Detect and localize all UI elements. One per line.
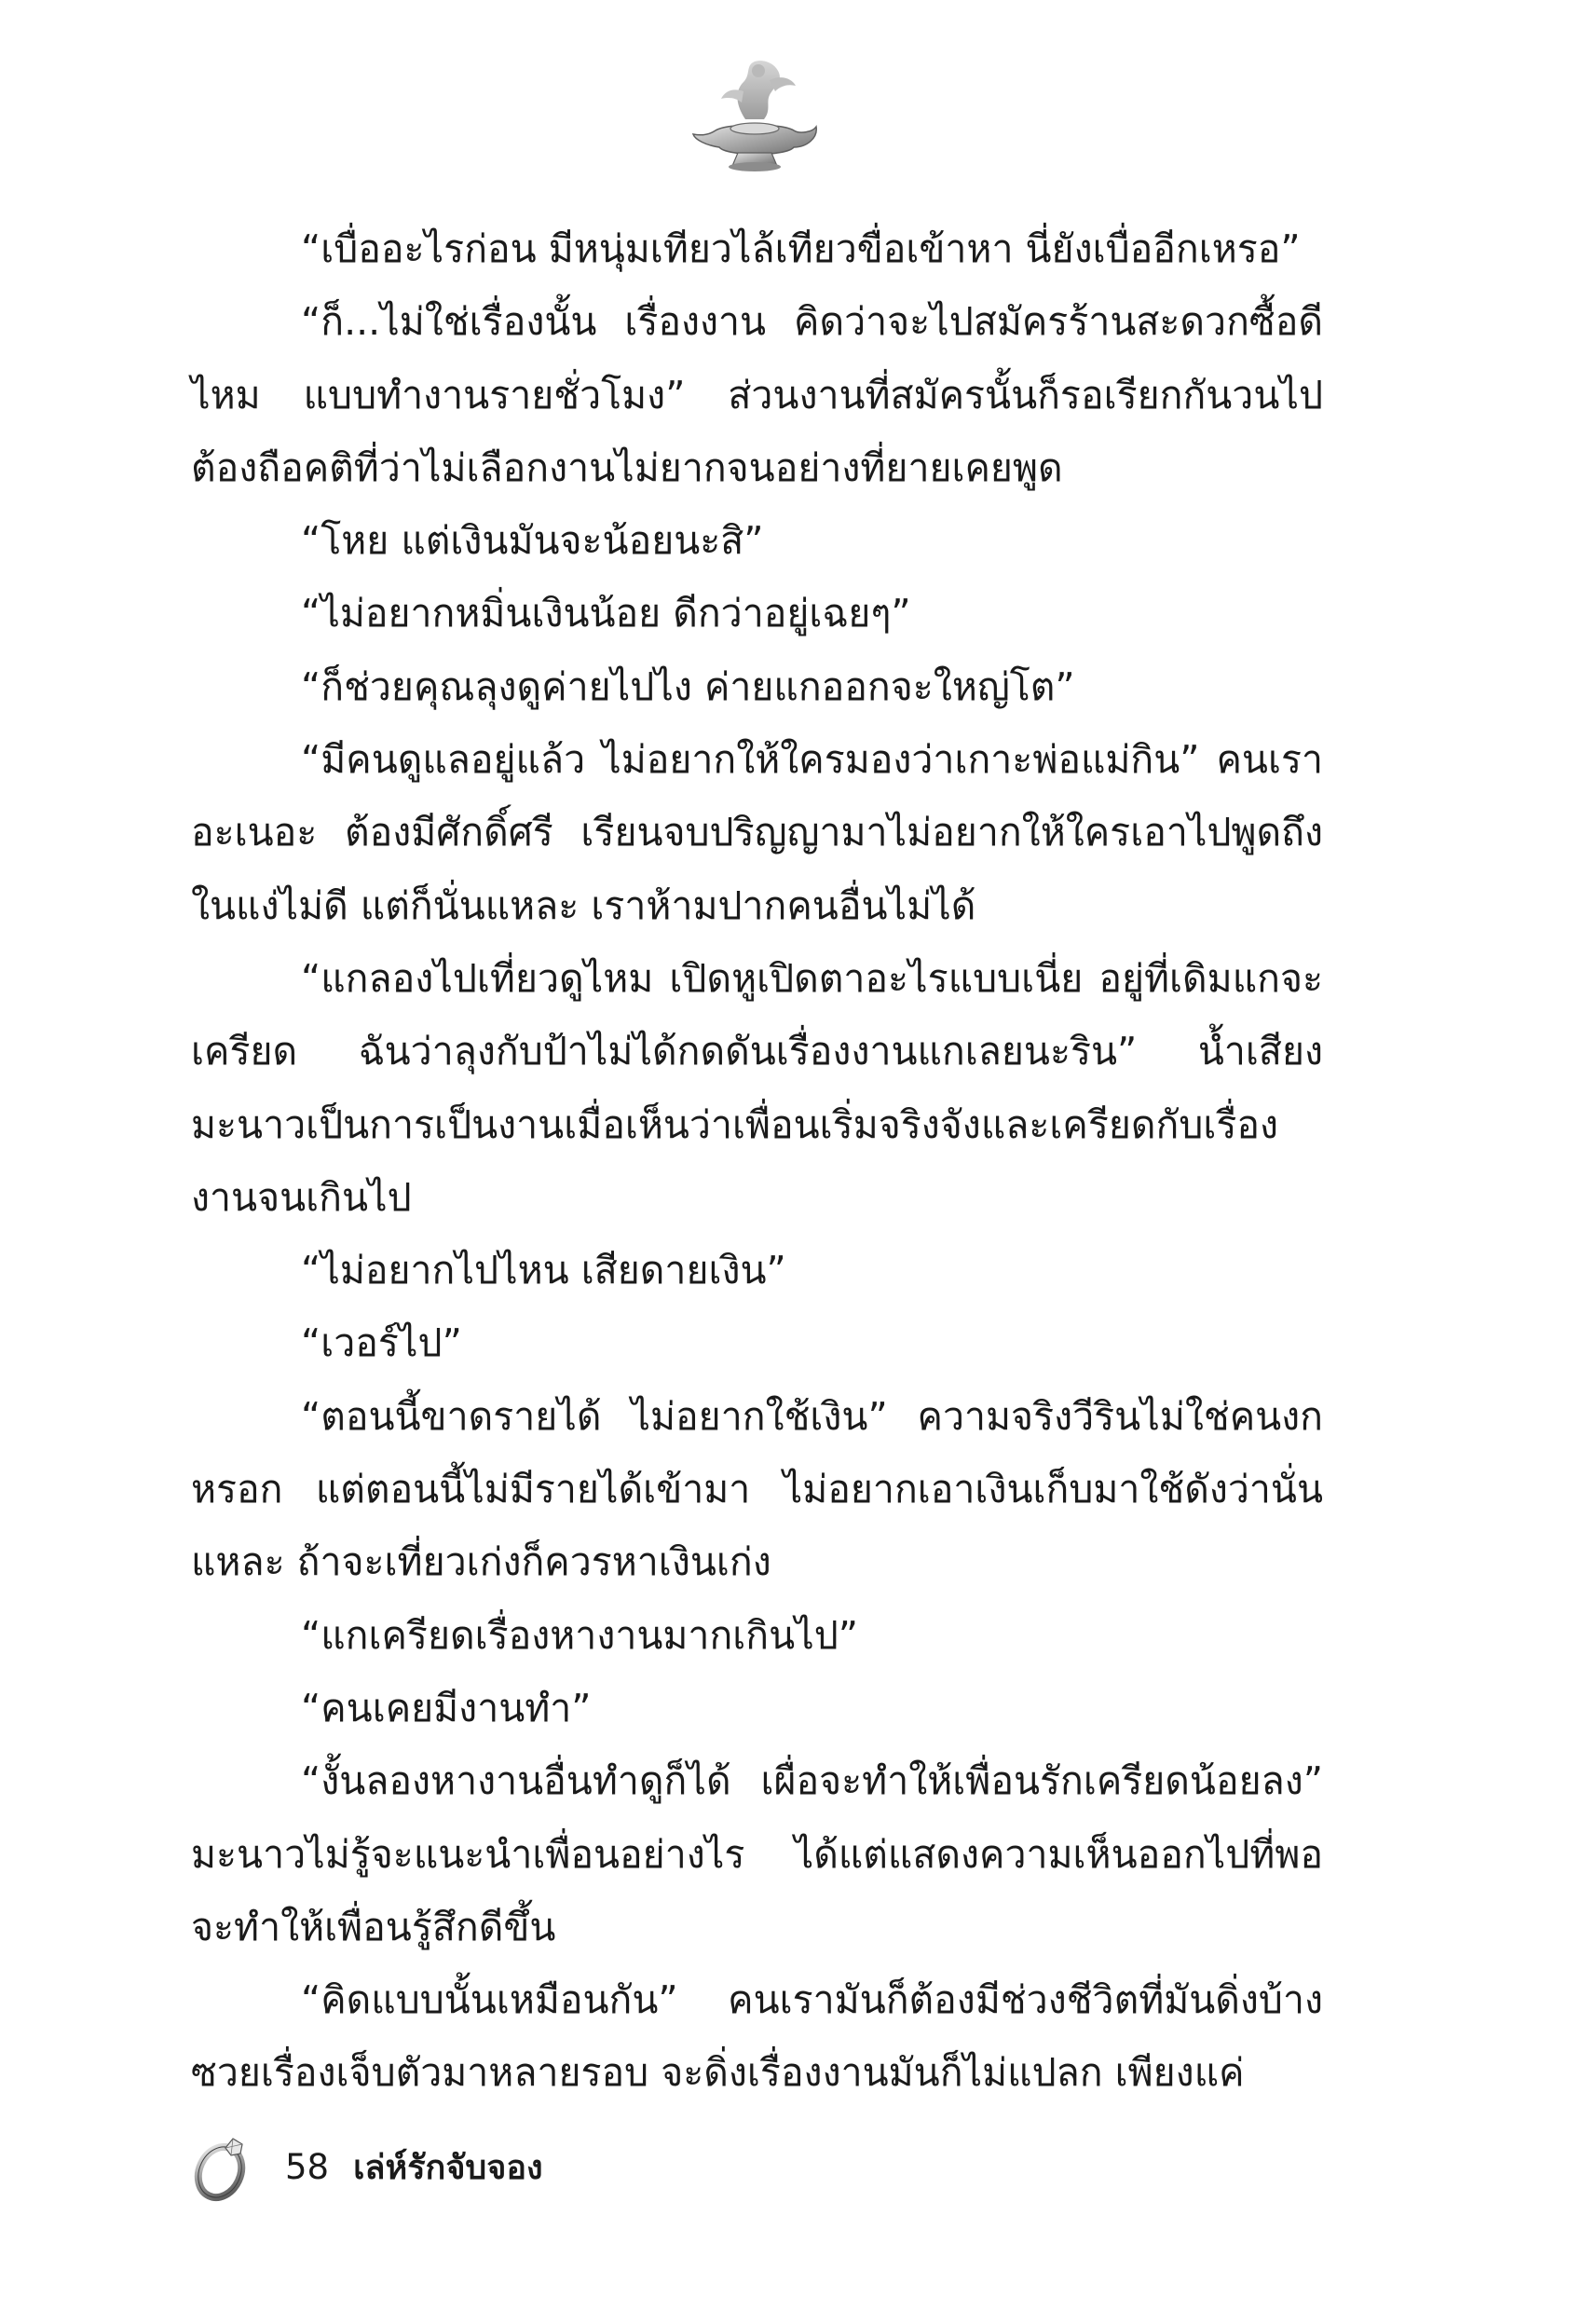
paragraph: “งั้นลองหางานอื่นทำดูก็ได้ เผื่อจะทำให้เพื่อนรักเครียดน้อยลง” มะนาวไม่รู้จะแนะนำเพื่อนอย่างไร ได้แต่แสดงความเห็นออกไปที่พอจะทำให้เพื่อนรู้สึกดีขึ้น: [191, 1758, 1336, 1949]
paragraph: “เบื่ออะไรก่อน มีหนุ่มเทียวไล้เทียวขื่อเข้าหา นี่ยังเบื่ออีกเหรอ”: [301, 226, 1301, 271]
paragraph: “ก็ช่วยคุณลุงดูค่ายไปไง ค่ายแกออกจะใหญ่โต”: [301, 663, 1075, 709]
page-number: 58: [285, 2146, 330, 2187]
page-footer: [186, 2129, 543, 2204]
paragraph: “แกลองไปเที่ยวดูไหม เปิดหูเปิดตาอะไรแบบเนี่ย อยู่ที่เดิมแกจะเครียด ฉันว่าลุงกับป้าไม่ได้กดดันเรื่องงานแกเลยนะริน” น้ำเสียงมะนาวเป็นการเป็นงานเมื่อเห็นว่าเพื่อนเริ่มจริงจังและเครียดกับเรื่องงานจนเกินไป: [191, 955, 1323, 1220]
paragraph: “ก็...ไม่ใช่เรื่องนั้น เรื่องงาน คิดว่าจะไปสมัครร้านสะดวกซื้อดีไหม แบบทำงานรายชั่วโมง” ส่วนงานที่สมัครนั้นก็รอเรียกกันวนไป ต้องถือคติที่ว่าไม่เลือกงานไม่ยากจนอย่างที่ยายเคยพูด: [191, 299, 1336, 490]
chapter-body: [191, 212, 1336, 2110]
book-title: เล่ห์รักจับจอง: [353, 2148, 543, 2187]
paragraph: “มีคนดูแลอยู่แล้ว ไม่อยากให้ใครมองว่าเกาะพ่อแม่กิน” คนเราอะเนอะ ต้องมีศักดิ์ศรี เรียนจบปริญญามาไม่อยากให้ใครเอาไปพูดถึงในแง่ไม่ดี แต่ก็นั่นแหละ เราห้ามปากคนอื่นไม่ได้: [191, 737, 1323, 928]
paragraph: “คิดแบบนั้นเหมือนกัน” คนเรามันก็ต้องมีช่วงชีวิตที่มันดิ่งบ้าง ซวยเรื่องเจ็บตัวมาหลายรอบ จะดิ่งเรื่องงานมันก็ไม่แปลก เพียงแค่: [191, 1977, 1336, 2096]
paragraph: “แกเครียดเรื่องหางานมากเกินไป”: [301, 1612, 859, 1658]
paragraph: “คนเคยมีงานทำ”: [301, 1685, 592, 1730]
diamond-ring-icon: [186, 2129, 261, 2204]
paragraph: “ไม่อยากหมิ่นเงินน้อย ดีกว่าอยู่เฉยๆ”: [301, 591, 911, 636]
paragraph: “ไม่อยากไปไหน เสียดายเงิน”: [301, 1248, 786, 1293]
genie-lamp-icon: [689, 54, 820, 175]
paragraph: “เวอร์ไป”: [301, 1320, 462, 1366]
paragraph: “โหย แต่เงินมันจะน้อยนะสิ”: [301, 518, 764, 564]
paragraph: “ตอนนี้ขาดรายได้ ไม่อยากใช้เงิน” ความจริงวีรินไม่ใช่คนงกหรอก แต่ตอนนี้ไม่มีรายได้เข้ามา ไม่อยากเอาเงินเก็บมาใช้ดังว่านั่นแหละ ถ้าจะเที่ยวเก่งก็ควรหาเงินเก่ง: [191, 1393, 1323, 1585]
